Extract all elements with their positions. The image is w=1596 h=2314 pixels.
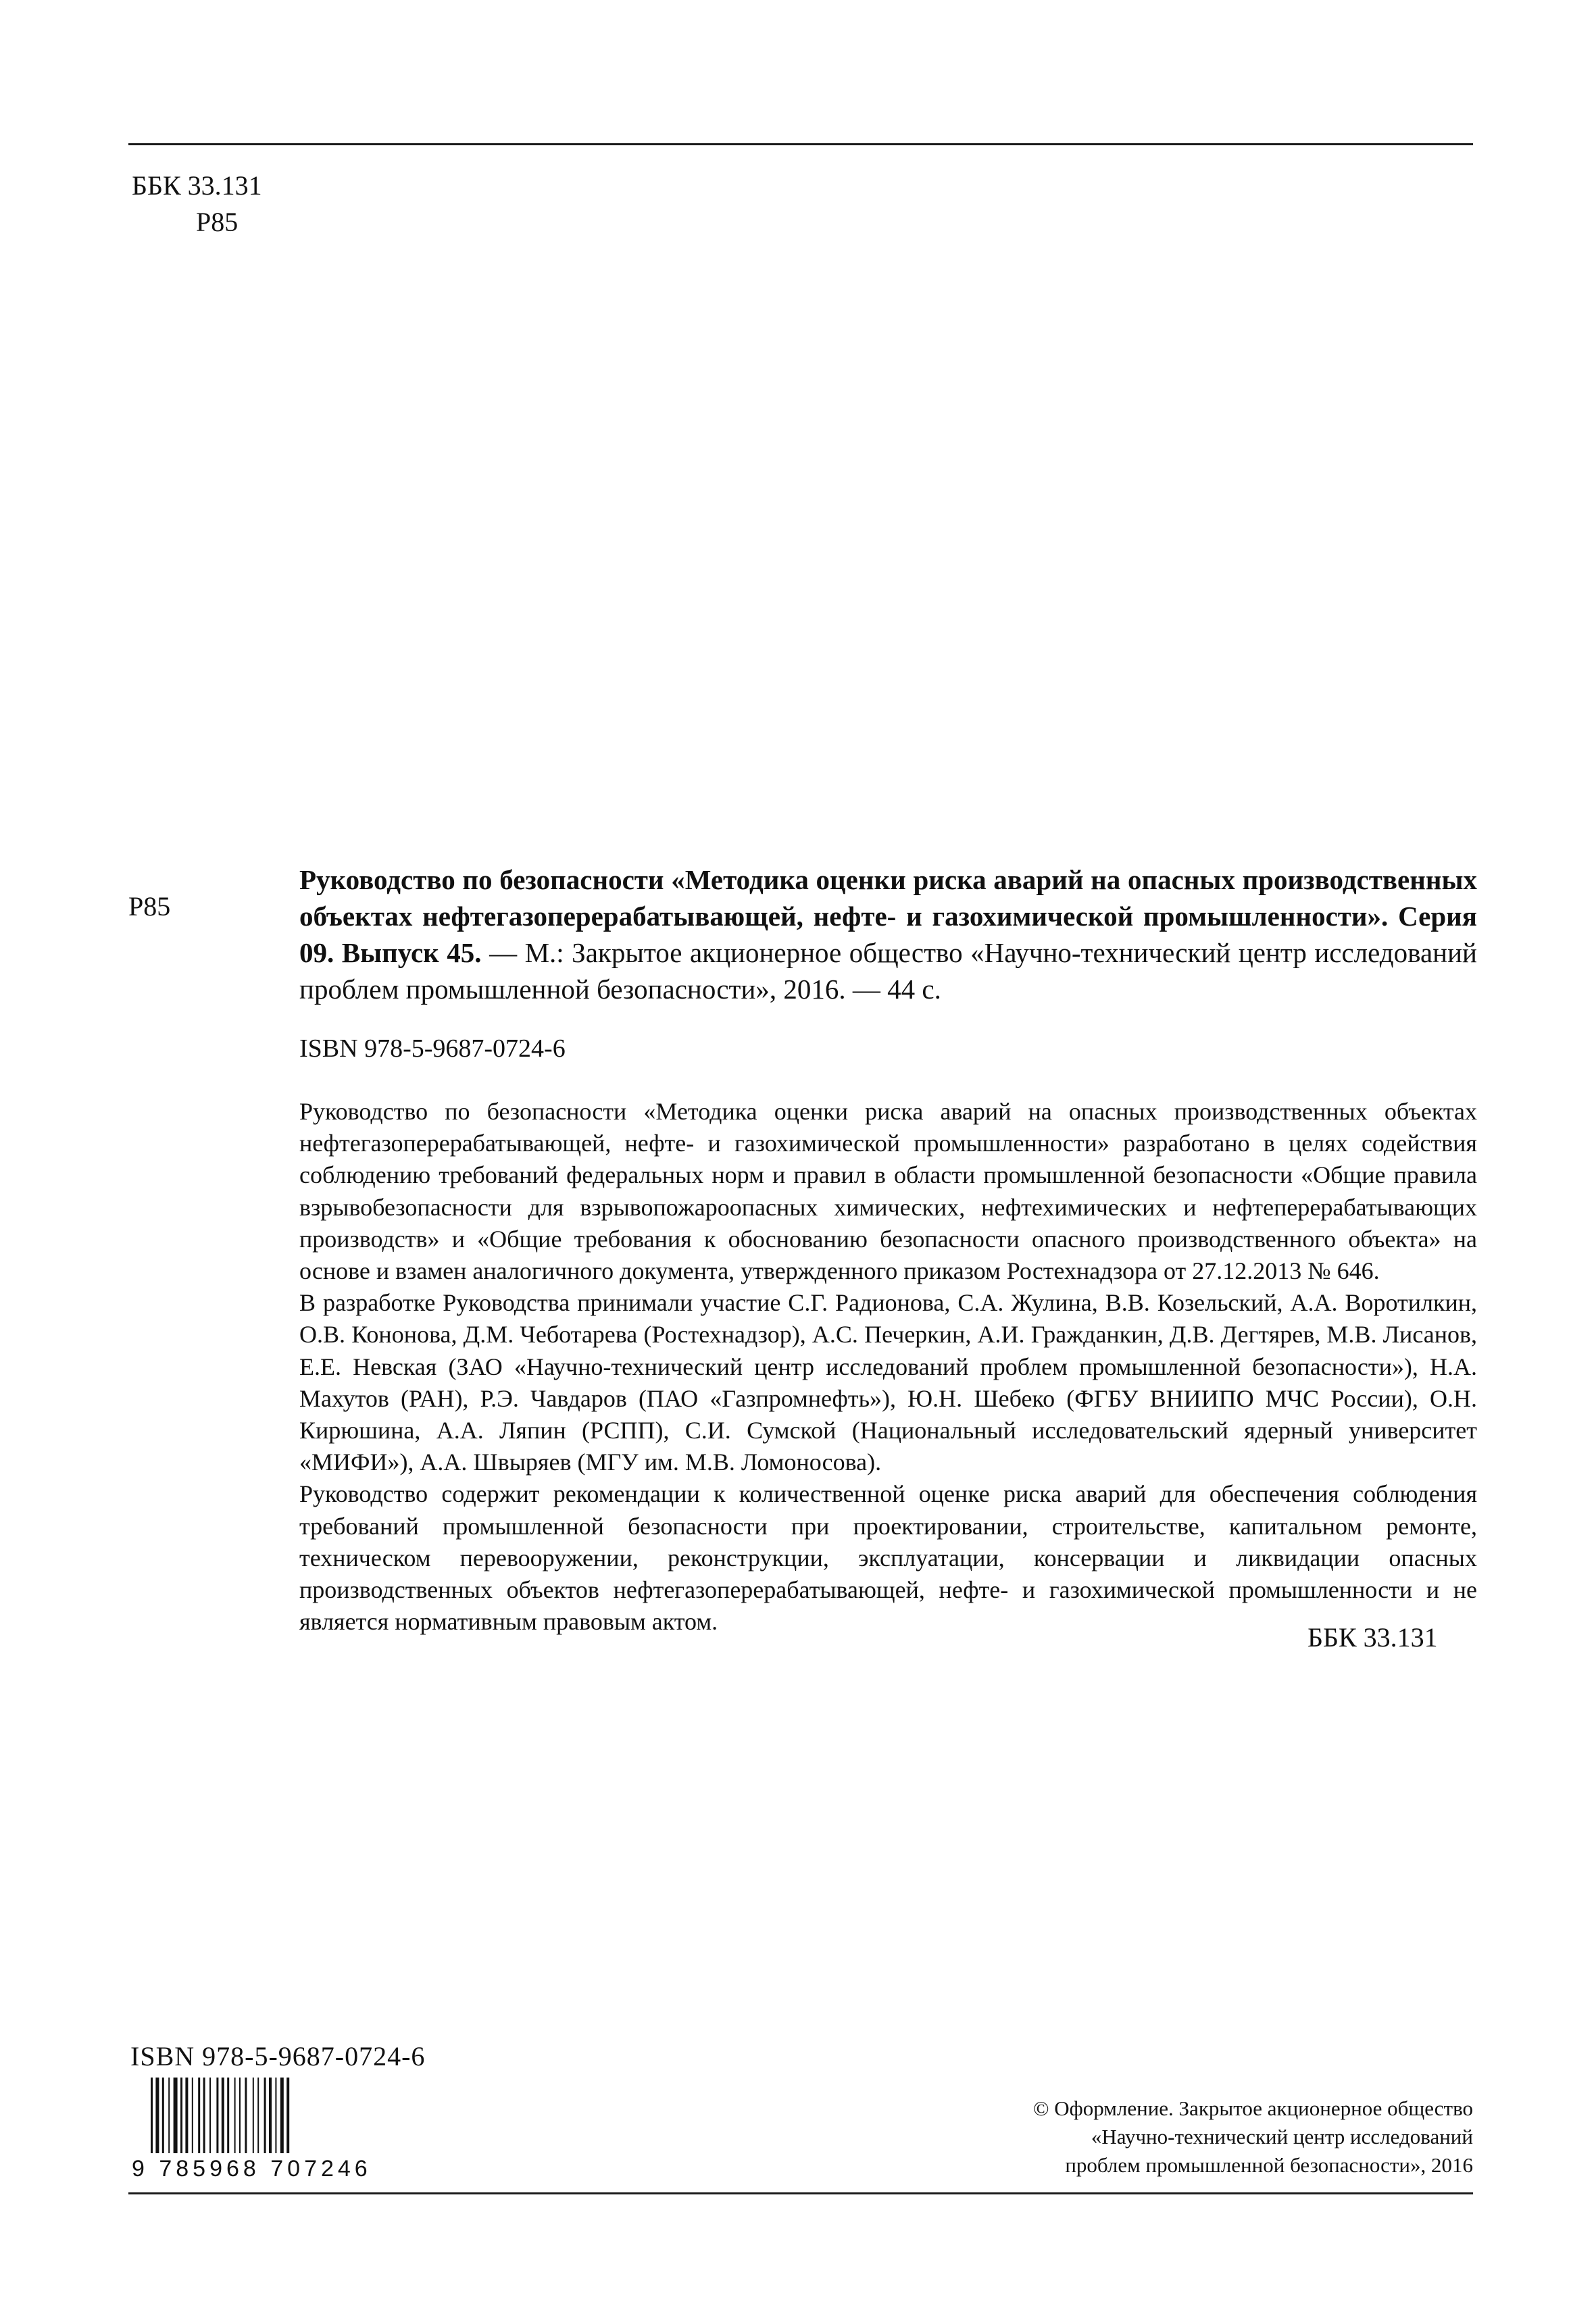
isbn-line: ISBN 978-5-9687-0724-6 [299, 1034, 566, 1063]
copyright-line-3: проблем промышленной безопасности», 2016 [1065, 2153, 1473, 2177]
abstract-paragraph-2: В разработке Руководства принимали участие С.Г. Радионова, С.А. Жулина, В.В. Козельский, А.А. Воротилкин, О.В. Кононова, Д.М. Чеботарева (Ростехнадзор), А.С. Печеркин, А.И. Гражданкин, Д.В. Дегтярев, М.В. Лисанов, Е.Е. Невская (ЗАО «Научно-технический центр исследований проблем промышленной безопасности»), Н.А. Махутов (РАН), Р.Э. Чавдаров (ПАО «Газпромнефть»), Ю.Н. Шебеко (ФГБУ ВНИИПО МЧС России), О.Н. Кирюшина, А.А. Ляпин (РСПП), С.И. Сумской (Национальный исследовательский ядерный университет «МИФИ»), А.А. Швыряев (МГУ им. М.В. Ломоносова). [299, 1289, 1477, 1476]
barcode-bar [222, 2078, 224, 2153]
barcode-bar [209, 2078, 211, 2153]
barcode-bar [286, 2078, 289, 2153]
author-mark-side: Р85 [128, 891, 171, 922]
abstract [299, 1096, 1477, 1638]
barcode-digits: 9 785968 707246 [132, 2156, 372, 2179]
barcode-bar [198, 2078, 200, 2153]
bbk-code-right: ББК 33.131 [1307, 1622, 1438, 1653]
barcode-bar [192, 2078, 193, 2153]
bottom-rule [128, 2192, 1473, 2194]
barcode-bar [174, 2078, 178, 2153]
barcode-bar [280, 2078, 284, 2153]
barcode-bar [155, 2078, 159, 2153]
citation-imprint: — М.: Закрытое акционерное общество «Научно-технический центр исследований проблем промышленной безопасности», 2016. — 44 с. [299, 937, 1478, 1005]
barcode-bar [264, 2078, 266, 2153]
barcode-bar [227, 2078, 229, 2153]
barcode [130, 2078, 414, 2179]
barcode-bar [203, 2078, 205, 2153]
barcode-bar [245, 2078, 247, 2153]
barcode-bar [257, 2078, 259, 2153]
author-mark-top: Р85 [196, 207, 239, 237]
barcode-bar [253, 2078, 254, 2153]
abstract-paragraph-3: Руководство содержит рекомендации к количественной оценке риска аварий для обеспечения соблюдения требований промышленной безопасности при проектировании, строительстве, капитальном ремонте, техническом перевооружении, реконструкции, эксплуатации, консервации и ликвидации опасных производственных объектов нефтегазоперерабатывающей, нефте- и газохимической промышленности и не является нормативным правовым актом. [299, 1480, 1477, 1636]
top-rule [128, 143, 1473, 145]
barcode-bar [239, 2078, 241, 2153]
barcode-bar [168, 2078, 170, 2153]
copyright-line-2: «Научно-технический центр исследований [1091, 2125, 1473, 2148]
barcode-bar [151, 2078, 153, 2153]
abstract-paragraph-1: Руководство по безопасности «Методика оценки риска аварий на опасных производственных объектах нефтегазоперерабатывающей, нефте- и газохимической промышленности» разработано в целях содействия соблюдению требований федеральных норм и правил в области промышленной безопасности «Общие правила взрывобезопасности для взрывопожароопасных химических, нефтехимических и нефтеперерабатывающих производств» и «Общие требования к обоснованию безопасности опасного производственного объекта» на основе и взамен аналогичного документа, утвержденного приказом Ростехнадзора от 27.12.2013 № 646. [299, 1098, 1477, 1285]
bibliographic-citation [299, 861, 1477, 1007]
barcode-bar [162, 2078, 164, 2153]
barcode-bar [185, 2078, 188, 2153]
copyright-notice [987, 2094, 1473, 2180]
barcode-bar [269, 2078, 272, 2153]
barcode-bar [216, 2078, 218, 2153]
isbn-bottom: ISBN 978-5-9687-0724-6 [130, 2041, 426, 2071]
bbk-code: ББК 33.131 [132, 170, 262, 201]
citation-title: Руководство по безопасности «Методика оценки риска аварий на опасных производственных объектах нефтегазоперерабатывающей, нефте- и газохимической промышленности». Серия 09. Выпуск 45. [299, 864, 1477, 968]
barcode-bar [234, 2078, 236, 2153]
barcode-bar [180, 2078, 182, 2153]
copyright-line-1: © Оформление. Закрытое акционерное общество [1032, 2096, 1473, 2120]
barcode-bar [275, 2078, 276, 2153]
classification-block [132, 168, 262, 241]
